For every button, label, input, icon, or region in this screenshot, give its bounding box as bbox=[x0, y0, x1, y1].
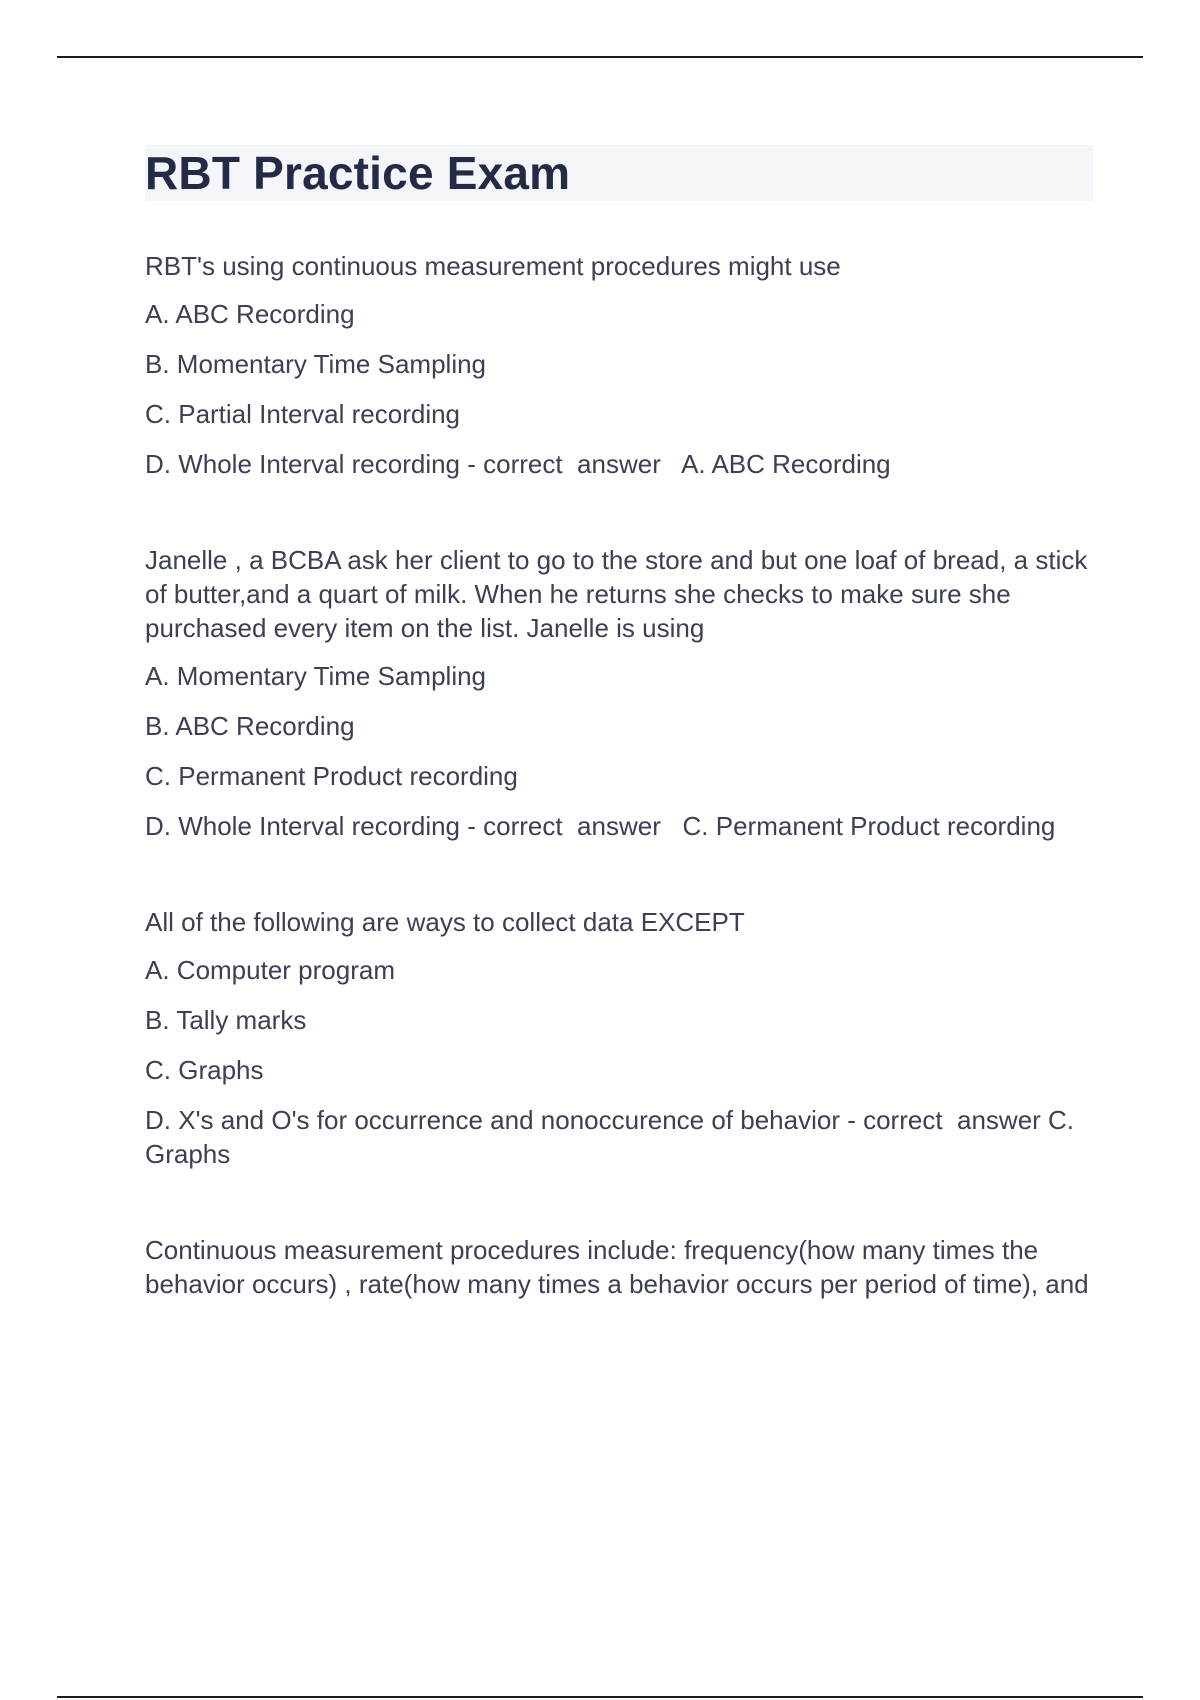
option-c: C. Graphs bbox=[145, 1055, 264, 1085]
question-block-1 bbox=[145, 249, 1093, 481]
question-text: Janelle , a BCBA ask her client to go to the store and but one loaf of bread, a stick of butter,and a quart of milk. When he returns she checks to make sure she purchased every item on the list. Janelle is using bbox=[145, 545, 1088, 643]
question-text: All of the following are ways to collect data EXCEPT bbox=[145, 907, 745, 937]
option-c: C. Partial Interval recording bbox=[145, 399, 461, 429]
document-content bbox=[145, 145, 1093, 1363]
question-block-2 bbox=[145, 543, 1093, 843]
option-b: B. Tally marks bbox=[145, 1005, 307, 1035]
title-bar bbox=[145, 145, 1093, 201]
question-text: RBT's using continuous measurement procedures might use bbox=[145, 251, 841, 281]
question-block-4 bbox=[145, 1233, 1093, 1301]
option-d-with-answer: D. Whole Interval recording - correct answer A. ABC Recording bbox=[145, 449, 891, 479]
option-c: C. Permanent Product recording bbox=[145, 761, 518, 791]
question-list bbox=[145, 249, 1093, 1301]
option-d-with-answer: D. Whole Interval recording - correct answer C. Permanent Product recording bbox=[145, 811, 1056, 841]
document-title: RBT Practice Exam bbox=[145, 147, 571, 199]
top-rule bbox=[57, 56, 1143, 58]
option-b: B. ABC Recording bbox=[145, 711, 355, 741]
option-d-with-answer: D. X's and O's for occurrence and nonoccurence of behavior - correct answer C. Graphs bbox=[145, 1105, 1082, 1169]
question-text: Continuous measurement procedures include: frequency(how many times the behavior occurs) , rate(how many times a behavior occurs per period of time), and bbox=[145, 1235, 1089, 1299]
option-b: B. Momentary Time Sampling bbox=[145, 349, 487, 379]
option-a: A. Momentary Time Sampling bbox=[145, 661, 487, 691]
option-a: A. ABC Recording bbox=[145, 299, 355, 329]
option-a: A. Computer program bbox=[145, 955, 395, 985]
bottom-rule bbox=[57, 1696, 1143, 1698]
question-block-3 bbox=[145, 905, 1093, 1171]
